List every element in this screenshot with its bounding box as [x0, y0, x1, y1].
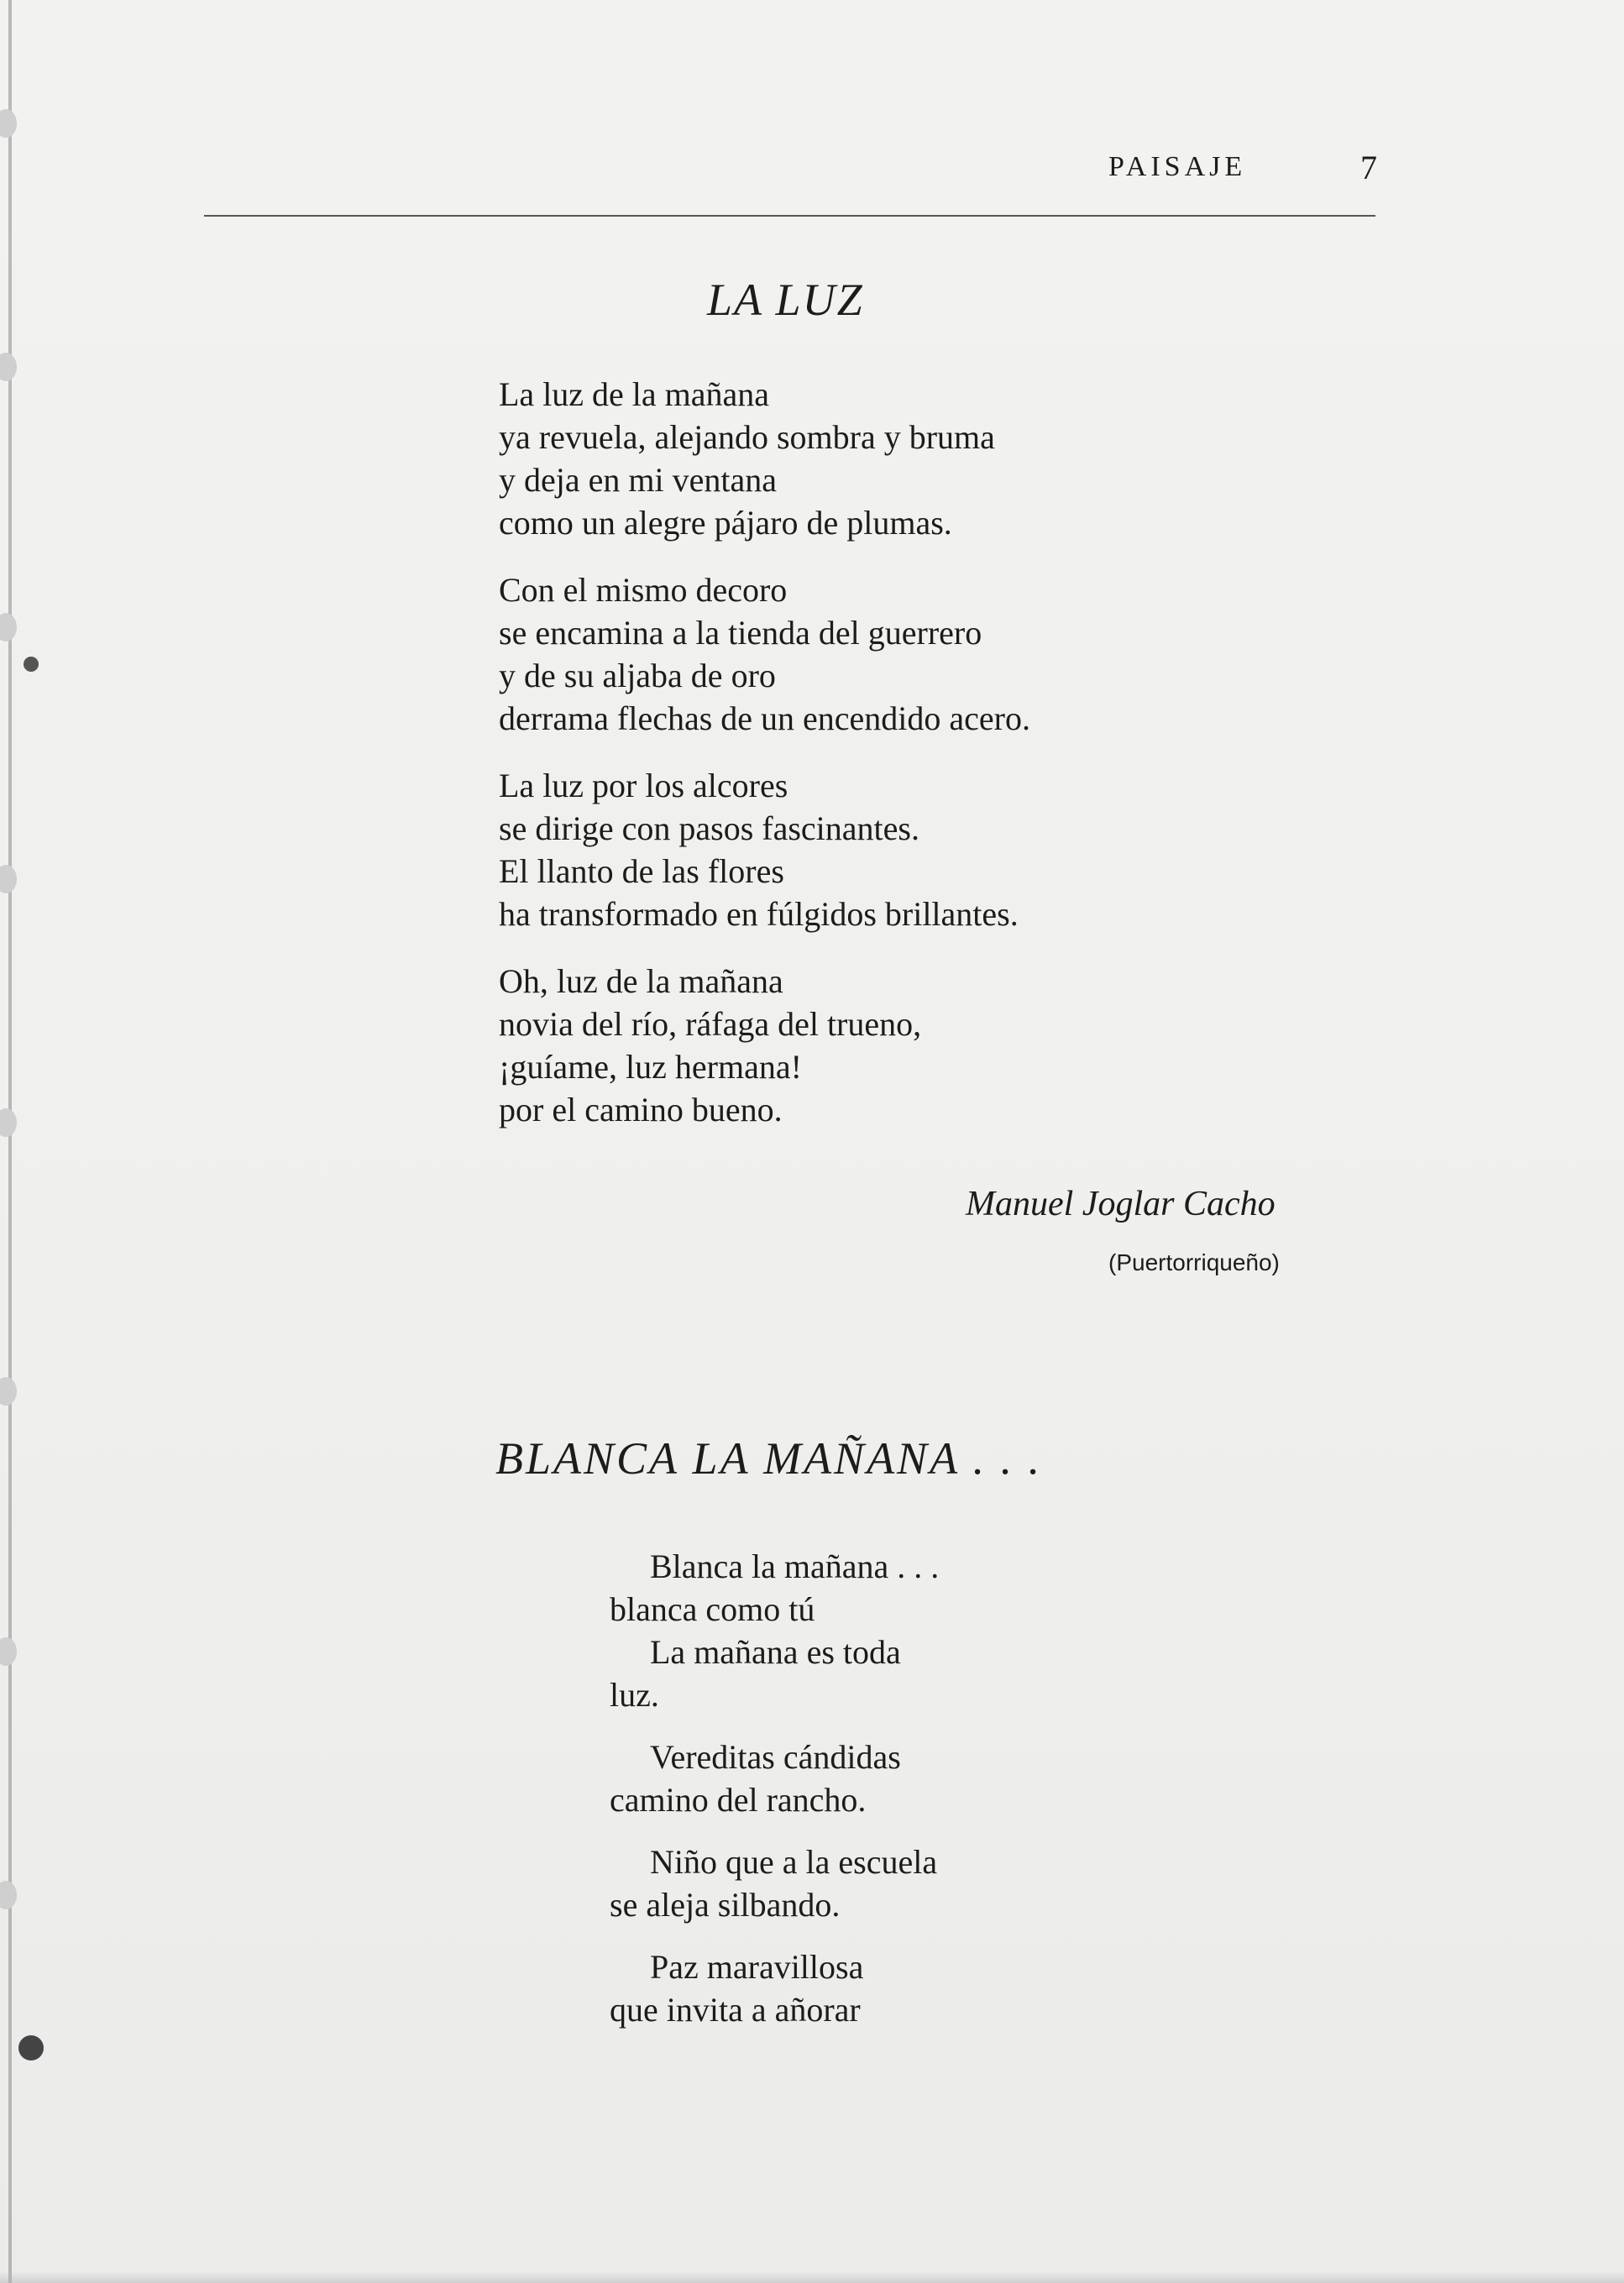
verse-line: se dirige con pasos fascinantes.	[499, 809, 919, 847]
stanza	[610, 1545, 939, 1716]
stanza	[499, 373, 1030, 544]
verse-line: Con el mismo decoro	[499, 571, 788, 609]
verse-line: Paz maravillosa	[650, 1948, 864, 1986]
verse-line: se encamina a la tienda del guerrero	[499, 614, 982, 652]
punch-dot	[24, 657, 39, 672]
verse-line: ya revuela, alejando sombra y bruma	[499, 418, 995, 456]
verse-line: Blanca la mañana . . .	[650, 1547, 940, 1585]
poem-body	[499, 373, 1030, 1155]
header-rule	[204, 215, 1375, 217]
stanza	[499, 960, 1030, 1131]
punch-dot	[18, 2035, 44, 2060]
verse-line: como un alegre pájaro de plumas.	[499, 504, 952, 542]
verse-line: luz.	[610, 1676, 659, 1714]
verse-line: La luz de la mañana	[499, 375, 770, 413]
verse-line: Vereditas cándidas	[650, 1738, 901, 1776]
verse-line: ¡guíame, luz hermana!	[499, 1048, 802, 1086]
verse-line: por el camino bueno.	[499, 1091, 783, 1128]
verse-line: derrama flechas de un encendido acero.	[499, 699, 1030, 737]
verse-line: El llanto de las flores	[499, 852, 784, 890]
poem-title: BLANCA LA MAÑANA . . .	[495, 1433, 1043, 1484]
poem-title: LA LUZ	[707, 275, 864, 325]
verse-line: y de su aljaba de oro	[499, 657, 776, 694]
verse-line: blanca como tú	[610, 1590, 815, 1628]
running-head: PAISAJE	[1108, 151, 1247, 182]
binding-hole	[0, 1881, 17, 1909]
stanza	[499, 568, 1030, 740]
stanza	[610, 1945, 939, 2031]
binding-hole	[0, 109, 17, 138]
verse-line: que invita a añorar	[610, 1991, 861, 2029]
stanza	[610, 1736, 939, 1821]
page-left-edge	[8, 0, 12, 2283]
verse-line: ha transformado en fúlgidos brillantes.	[499, 895, 1019, 933]
verse-line: se aleja silbando.	[610, 1886, 841, 1924]
page-number: 7	[1360, 149, 1377, 186]
binding-hole	[0, 1637, 17, 1666]
verse-line: Niño que a la escuela	[650, 1843, 938, 1881]
stanza	[499, 764, 1030, 935]
page-bottom-edge	[0, 2271, 1624, 2283]
binding-hole	[0, 613, 17, 641]
binding-hole	[0, 1108, 17, 1137]
binding-hole	[0, 865, 17, 893]
binding-hole	[0, 353, 17, 381]
verse-line: La mañana es toda	[650, 1633, 901, 1671]
verse-line: La luz por los alcores	[499, 767, 788, 804]
verse-line: y deja en mi ventana	[499, 461, 777, 499]
stanza	[610, 1841, 939, 1926]
verse-line: camino del rancho.	[610, 1781, 867, 1819]
author-nationality: (Puertorriqueño)	[1108, 1249, 1280, 1275]
author-name: Manuel Joglar Cacho	[966, 1185, 1276, 1223]
poem-body	[610, 1545, 939, 2050]
verse-line: Oh, luz de la mañana	[499, 962, 783, 1000]
binding-hole	[0, 1377, 17, 1406]
verse-line: novia del río, ráfaga del trueno,	[499, 1005, 922, 1043]
